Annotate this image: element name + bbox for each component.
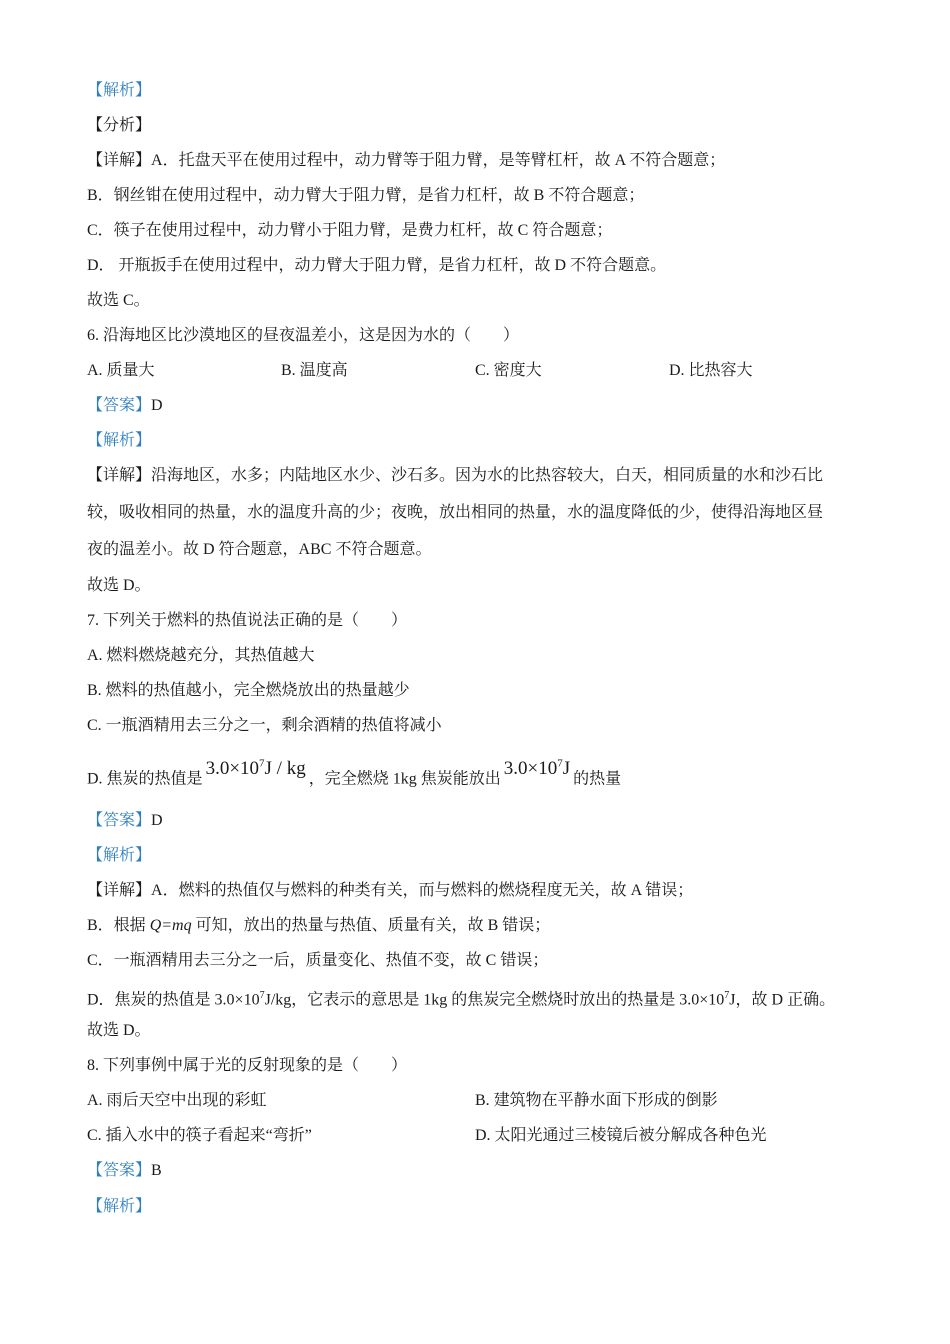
analysis-heading — [87, 431, 151, 451]
tag-label: 【答案】 — [87, 1162, 152, 1179]
q7-option-a: A. 燃料燃烧越充分，其热值越大 — [87, 647, 315, 664]
q6-option-c: C. 密度大 — [475, 362, 542, 379]
conclusion-line: 故选 D。 — [87, 1022, 151, 1039]
answer-value: B — [151, 1162, 162, 1179]
tag-label: 【详解】 — [87, 152, 152, 169]
detail-line: B．钢丝钳在使用过程中，动力臂大于阻力臂，是省力杠杆，故 B 不符合题意； — [87, 187, 645, 204]
question-6: 6. 沿海地区比沙漠地区的昼夜温差小，这是因为水的（ ） — [87, 327, 520, 344]
subanalysis-heading: 【分析】 — [87, 117, 152, 134]
analysis-heading — [87, 81, 151, 101]
q7-option-b: B. 燃料的热值越小，完全燃烧放出的热量越少 — [87, 682, 410, 699]
answer-value: D — [151, 397, 163, 414]
detail-line: B．根据 Q=mq 可知，放出的热量与热值、质量有关，故 B 错误； — [87, 917, 551, 934]
tag-label: 【详解】 — [87, 467, 152, 484]
option-text: 的热量 — [573, 770, 622, 788]
heat-value-formula: $3.0\times 10^7J$ / kg — [205, 758, 306, 780]
detail-line: D． 开瓶扳手在使用过程中，动力臂大于阻力臂，是省力杠杆，故 D 不符合题意。 — [87, 257, 667, 274]
q6-option-b: B. 温度高 — [281, 362, 348, 379]
q8-option-d: D. 太阳光通过三棱镜后被分解成各种色光 — [475, 1127, 767, 1144]
tag-label: 【解析】 — [87, 847, 152, 864]
tag-label: 【详解】 — [87, 882, 152, 899]
detail-line: 较，吸收相同的热量，水的温度升高的少；夜晚，放出相同的热量，水的温度降低的少，使得沿海地区昼 — [87, 504, 824, 521]
tag-label: 【解析】 — [87, 1198, 152, 1215]
question-8: 8. 下列事例中属于光的反射现象的是（ ） — [87, 1057, 408, 1074]
analysis-heading — [87, 846, 151, 866]
formula-text: Q=mq — [149, 917, 192, 934]
heat-amount-formula: $3.0\times 10^7J$ — [503, 758, 571, 780]
detail-line: C．筷子在使用过程中，动力臂小于阻力臂，是费力杠杆，故 C 符合题意； — [87, 222, 613, 239]
answer-line — [87, 1161, 162, 1181]
q7-option-c: C. 一瓶酒精用去三分之一，剩余酒精的热值将减小 — [87, 717, 442, 734]
q8-option-b: B. 建筑物在平静水面下形成的倒影 — [475, 1092, 718, 1109]
q8-option-c: C. 插入水中的筷子看起来“弯折” — [87, 1127, 312, 1144]
q6-option-d: D. 比热容大 — [669, 362, 753, 379]
detail-text: 沿海地区，水多；内陆地区水少、沙石多。因为水的比热容较大，白天，相同质量的水和沙石比 — [151, 467, 824, 484]
answer-line — [87, 396, 163, 416]
tag-label: 【解析】 — [87, 432, 152, 449]
tag-label: 【解析】 — [87, 82, 152, 99]
detail-text: A．托盘天平在使用过程中，动力臂等于阻力臂，是等臂杠杆，故 A 不符合题意； — [151, 152, 726, 169]
detail-line: D．焦炭的热值是 $3.0\times 10^7J/kg$，它表示的意思是 1kg 的焦炭完全燃烧时放出的热量是 $3.0\times 10^7J$，故 D 正确。 — [87, 990, 836, 1009]
q6-option-a: A. 质量大 — [87, 362, 155, 379]
tag-label: 【答案】 — [87, 397, 152, 414]
detail-line: 夜的温差小。故 D 符合题意，ABC 不符合题意。 — [87, 541, 432, 558]
conclusion-line: 故选 C。 — [87, 292, 150, 309]
option-text: ，完全燃烧 1kg 焦炭能放出 — [308, 770, 501, 788]
option-text: D. 焦炭的热值是 — [87, 770, 203, 788]
tag-label: 【答案】 — [87, 812, 152, 829]
conclusion-line: 故选 D。 — [87, 577, 151, 594]
detail-text: A．燃料的热值仅与燃料的种类有关，而与燃料的燃烧程度无关，故 A 错误； — [151, 882, 694, 899]
question-7: 7. 下列关于燃料的热值说法正确的是（ ） — [87, 612, 408, 629]
q7-option-d — [87, 758, 622, 789]
detail-line — [87, 881, 693, 901]
detail-line — [87, 151, 725, 171]
detail-line — [87, 466, 823, 486]
answer-line — [87, 811, 163, 831]
answer-value: D — [151, 812, 163, 829]
detail-line: C．一瓶酒精用去三分之一后，质量变化、热值不变，故 C 错误； — [87, 952, 549, 969]
analysis-heading — [87, 1197, 151, 1217]
q8-option-a: A. 雨后天空中出现的彩虹 — [87, 1092, 267, 1109]
